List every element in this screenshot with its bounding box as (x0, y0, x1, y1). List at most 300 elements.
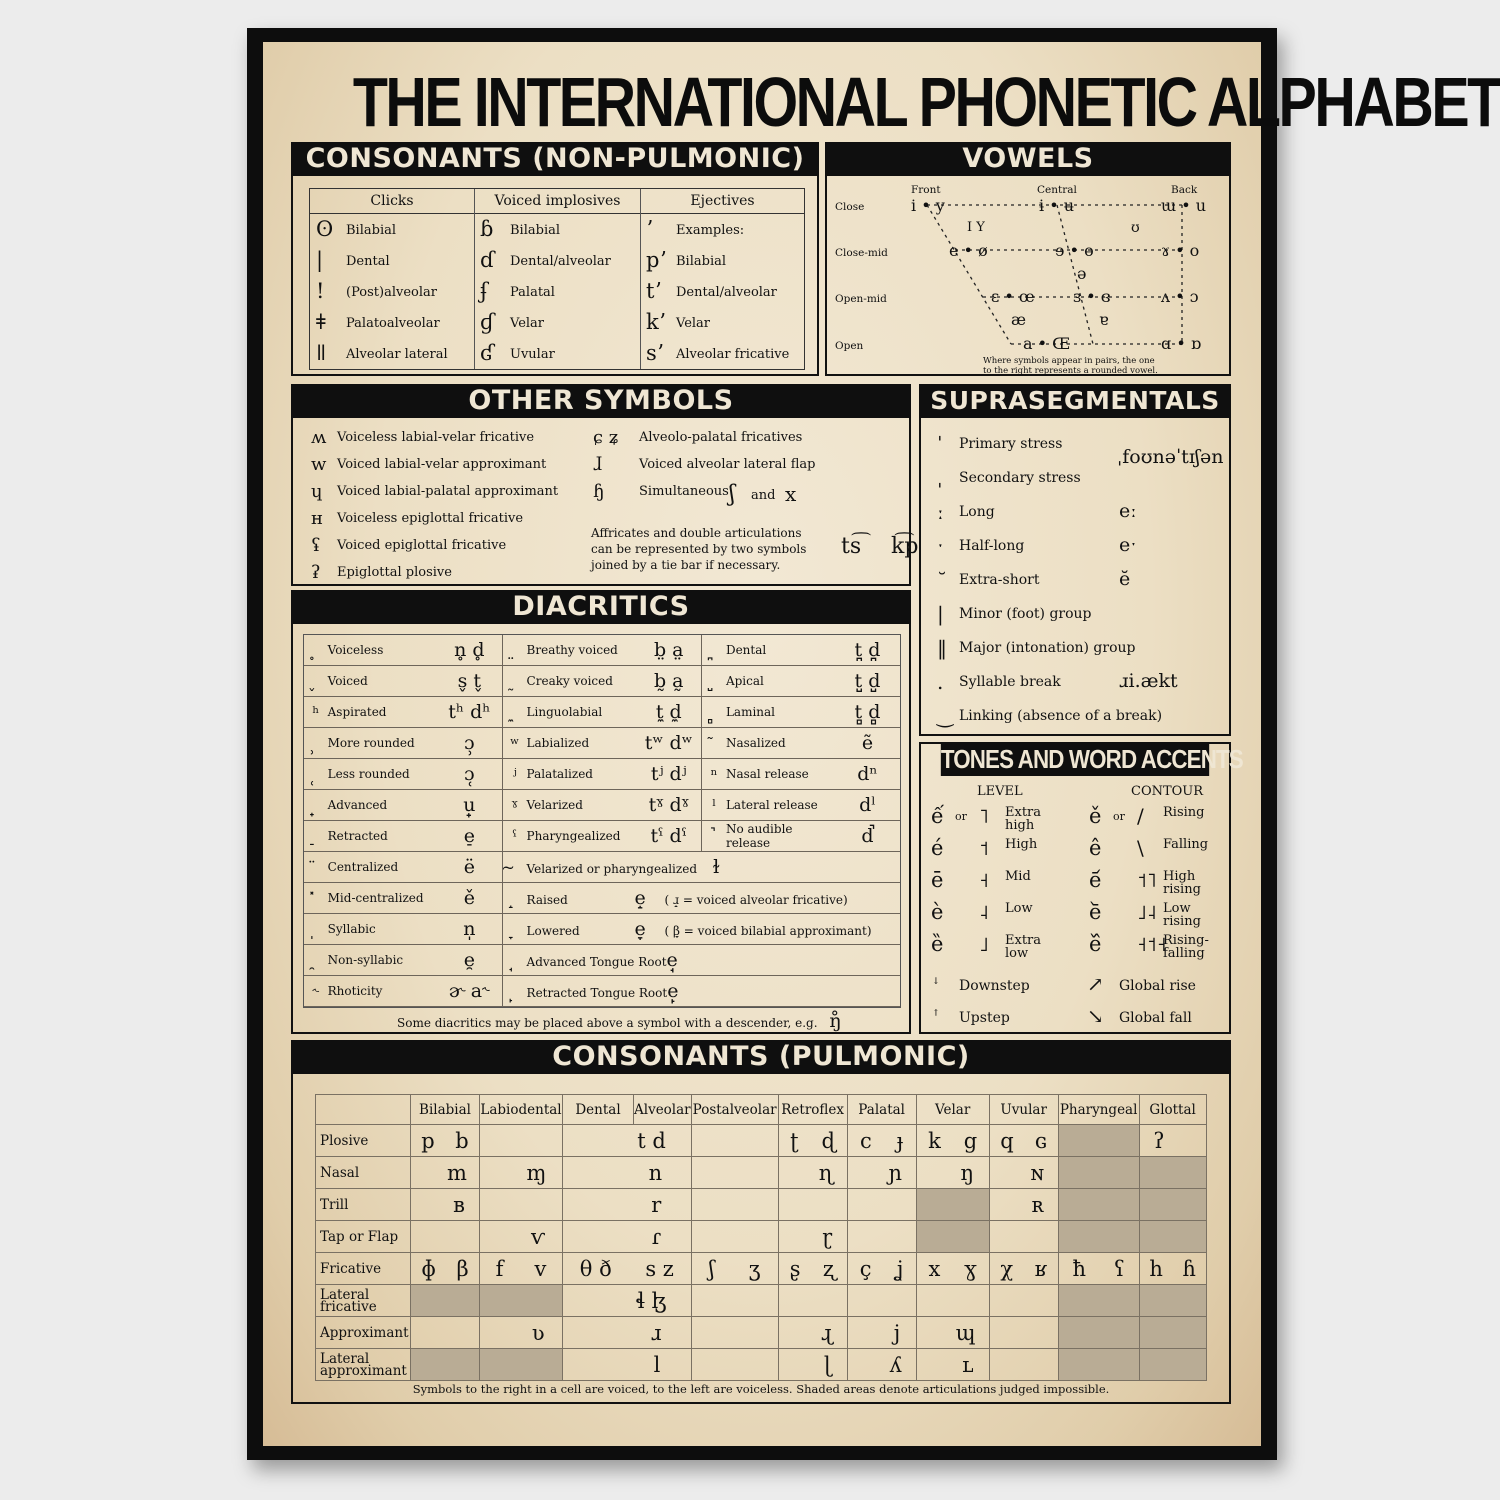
diacritic-mark (304, 852, 328, 883)
voiceless-symbol: ç (859, 1256, 872, 1281)
diacritic-name: Creaky voiced (527, 666, 637, 697)
voiced-symbol: ɹ (650, 1320, 662, 1345)
tone-label: High rising (1163, 869, 1201, 897)
tone-letter: ˥ (979, 804, 989, 828)
diacritic-mark (502, 914, 526, 945)
pulmonic-cell (989, 1157, 1058, 1189)
pulmonic-cell (847, 1125, 916, 1157)
diacritic-row (304, 790, 900, 821)
click-label: (Post)alveolar (346, 285, 437, 300)
click-symbol: ǂ (316, 310, 326, 334)
implosive-label: Palatal (510, 285, 555, 300)
pulmonic-cell (1139, 1285, 1206, 1317)
click-label: Palatoalveolar (346, 316, 440, 331)
diacritic-mark: ˤ (502, 821, 526, 852)
pulmonic-column-header: Uvular (989, 1095, 1058, 1125)
pulmonic-cell (989, 1253, 1058, 1285)
tone-symbol: e᷄ (1089, 868, 1102, 892)
diacritic-mark: ˡ (702, 790, 726, 821)
non-pulmonic-table (309, 188, 805, 370)
voiced-symbol: l (653, 1352, 661, 1377)
tone-label: Rising (1163, 805, 1205, 820)
voiced-symbol: ɻ (820, 1320, 833, 1345)
pulmonic-cell (411, 1125, 480, 1157)
pulmonic-column-header: Glottal (1139, 1095, 1206, 1125)
pulmonic-cell (691, 1189, 778, 1221)
pulmonic-corner (316, 1095, 411, 1125)
diacritic-name: Voiceless (328, 635, 437, 666)
pulmonic-cell (778, 1189, 847, 1221)
voiced-symbol: ʝ (895, 1256, 904, 1281)
supra-example: eˑ (1119, 534, 1137, 556)
non-pulmonic-panel (291, 142, 819, 376)
other-symbol-glyph: ɧ (593, 481, 605, 502)
diacritic-example: ë (437, 852, 503, 883)
pulmonic-cell-pair (480, 1225, 562, 1249)
diacritic-mark: ʲ (502, 759, 526, 790)
tone-letter: ˧˦˧ (1137, 932, 1167, 956)
vowels-note-line2: to the right represents a rounded vowel. (983, 366, 1158, 376)
tone-letter: / (1137, 804, 1144, 828)
diacritic-mark: ˞ (304, 976, 328, 1007)
affricate-note-3: joined by a tie bar if necessary. (591, 558, 781, 572)
simultaneous-sym-b: x (785, 482, 797, 506)
diacritic-row (304, 852, 900, 883)
pulmonic-cell-pair (848, 1161, 916, 1185)
other-symbol-label: Voiceless epiglottal fricative (337, 511, 524, 526)
other-symbol-glyph: ɥ (311, 481, 323, 502)
diacritic-example: tˤ dˤ (636, 821, 702, 852)
pulmonic-cell-pair (411, 1161, 479, 1185)
vowels-title: VOWELS (825, 142, 1231, 176)
voiced-symbol: ʐ (822, 1256, 836, 1281)
supra-label: Linking (absence of a break) (959, 708, 1163, 724)
diacritic-name: Velarized (527, 790, 637, 821)
pulmonic-cell (916, 1157, 989, 1189)
other-symbol-glyph: ɕ ʑ (593, 427, 619, 448)
vowel-col-front: Front (911, 184, 941, 196)
pulmonic-row (316, 1125, 1207, 1157)
diacritic-mark: ⁿ (702, 759, 726, 790)
diacritic-example: t̪ d̪ (835, 635, 900, 666)
pulmonic-row-label: Lateral fricative (316, 1285, 411, 1317)
tone-letter: ˩ (979, 932, 989, 956)
diacritic-row (304, 914, 900, 945)
tone-letter: ˦˥ (1137, 868, 1157, 892)
pulmonic-cell (411, 1157, 480, 1189)
diacritic-mark: ʷ (502, 728, 526, 759)
tone-symbol: è (931, 900, 944, 924)
voiced-symbol: m (447, 1160, 467, 1185)
diacritic-example: s̬ t̬ (437, 666, 503, 697)
other-symbol-label: Simultaneous (639, 484, 729, 499)
diacritic-row (304, 635, 900, 666)
pulmonic-cell (778, 1349, 847, 1381)
voiced-symbol: ɭ (823, 1352, 832, 1377)
pulmonic-row-label: Plosive (316, 1125, 411, 1157)
voiced-symbol: ʟ (962, 1352, 974, 1377)
supra-example: ɹi.ækt (1119, 670, 1178, 692)
voiced-symbol: b (455, 1128, 469, 1153)
other-symbol-glyph: ʡ (311, 562, 321, 583)
diacritic-mark (702, 821, 726, 852)
pulmonic-title: CONSONANTS (PULMONIC) (291, 1040, 1231, 1074)
pulmonic-cell (691, 1221, 778, 1253)
diacritics-title: DIACRITICS (291, 590, 911, 624)
upstep-label: Upstep (959, 1010, 1010, 1026)
diacritic-mark (502, 666, 526, 697)
diacritic-mark (502, 976, 526, 1007)
diacritic-mark (304, 821, 328, 852)
pulmonic-cell (691, 1157, 778, 1189)
pulmonic-cell (989, 1285, 1058, 1317)
pulmonic-row (316, 1157, 1207, 1189)
pulmonic-cell (1139, 1157, 1206, 1189)
pulmonic-cell (847, 1349, 916, 1381)
tone-label: Extra low (1005, 933, 1042, 961)
diacritic-name: Linguolabial (527, 697, 637, 728)
non-pulmonic-title: CONSONANTS (NON-PULMONIC) (291, 142, 819, 176)
click-label: Alveolar lateral (346, 347, 448, 362)
diacritic-row (304, 821, 900, 852)
pulmonic-cell (480, 1125, 563, 1157)
pulmonic-cell (916, 1125, 989, 1157)
diacritic-example: e̝ (634, 887, 646, 909)
vowels-note-line1: Where symbols appear in pairs, the one (983, 356, 1155, 366)
pulmonic-cell-pair (917, 1353, 989, 1377)
voiceless-symbol: ʃ (708, 1256, 715, 1281)
diacritic-mark (502, 635, 526, 666)
pulmonic-cell (411, 1189, 480, 1221)
pulmonic-cell (563, 1189, 692, 1221)
supra-example: ĕ (1119, 568, 1131, 590)
pulmonic-cell (411, 1253, 480, 1285)
pulmonic-cell-pair (848, 1129, 916, 1153)
supra-label: Syllable break (959, 674, 1061, 690)
diacritic-name: Apical (726, 666, 835, 697)
pulmonic-cell (989, 1221, 1058, 1253)
tone-symbol: e᷅ (1089, 900, 1102, 924)
pulmonic-footer: Symbols to the right in a cell are voiced, to the left are voiceless. Shaded areas denote articulations judged impossible. (412, 1382, 1110, 1396)
vowel-row-open: Open (835, 340, 864, 352)
tone-symbol: é (931, 836, 944, 860)
diacritic-wide-cell (527, 914, 900, 945)
diacritic-example: e̠ (437, 821, 503, 852)
voiceless-symbol: χ (1000, 1256, 1014, 1281)
supra-label: Minor (foot) group (959, 606, 1092, 622)
diacritic-name: Rhoticity (328, 976, 437, 1007)
diacritic-mark (304, 883, 328, 914)
voiceless-symbol: k (928, 1128, 941, 1153)
pulmonic-cell (691, 1317, 778, 1349)
poster (263, 42, 1500, 1446)
pulmonic-column-header: Alveolar (634, 1095, 692, 1125)
pulmonic-cell-pair (917, 1257, 989, 1281)
other-symbol-label: Epiglottal plosive (337, 565, 452, 580)
diacritic-name: No audible release (726, 821, 835, 852)
diacritic-example: b̰ a̰ (636, 666, 702, 697)
tie-bar-example-2: k͡p (891, 534, 919, 559)
diacritic-example: ɔ̜ (437, 759, 503, 790)
diacritics-footer (397, 1010, 842, 1032)
voiced-symbol: t d (637, 1128, 666, 1153)
vowel-close-back: ɯ • u (1161, 196, 1207, 215)
diacritic-name: Nasal release (726, 759, 835, 790)
diacritic-example: e̯ (437, 945, 503, 976)
voiceless-symbol: ʔ (1153, 1128, 1165, 1153)
voiced-symbol: ʕ (1113, 1256, 1125, 1281)
supra-label: Extra-short (959, 572, 1040, 588)
tones-title: TONES AND WORD ACCENTS (940, 744, 1243, 774)
pulmonic-column-header: Velar (916, 1095, 989, 1125)
diacritic-name: Lateral release (726, 790, 835, 821)
voiced-symbol: n (648, 1160, 663, 1185)
pulmonic-cell (778, 1221, 847, 1253)
pulmonic-row-label: Approximant (316, 1317, 411, 1349)
diacritic-mark (502, 883, 526, 914)
pulmonic-cell (480, 1253, 563, 1285)
tone-label: High (1005, 837, 1038, 852)
diacritic-mark (702, 728, 726, 759)
diacritic-example: tʷ dʷ (636, 728, 702, 759)
pulmonic-cell (916, 1189, 989, 1221)
diacritic-wide-cell (527, 976, 900, 1007)
pulmonic-column-header: Postalveolar (691, 1095, 778, 1125)
pulmonic-cell (989, 1189, 1058, 1221)
pulmonic-cell (480, 1317, 563, 1349)
pulmonic-cell-pair (411, 1257, 479, 1281)
pulmonic-cell (847, 1157, 916, 1189)
pulmonic-cell-pair (480, 1161, 562, 1185)
diacritic-note: ( β̞ = voiced bilabial approximant) (664, 924, 872, 938)
diacritic-name: Advanced (328, 790, 437, 821)
pulmonic-cell (480, 1221, 563, 1253)
affricate-note-1: Affricates and double articulations (591, 526, 802, 540)
click-symbol: ǁ (316, 341, 327, 365)
voiced-symbol: ⱱ (531, 1224, 545, 1249)
vowel-near-close-front: I Y (967, 220, 985, 235)
pulmonic-cell (563, 1285, 692, 1317)
voiced-symbol: ɖ (821, 1128, 836, 1153)
diacritic-name: Lowered (526, 924, 580, 938)
voiced-symbol: ʁ (1034, 1256, 1047, 1281)
pulmonic-cell (1058, 1317, 1139, 1349)
voiced-symbol: r (651, 1192, 662, 1217)
pulmonic-cell-pair (848, 1321, 916, 1345)
pulmonic-cell (916, 1349, 989, 1381)
voiceless-symbol: ħ (1072, 1256, 1086, 1281)
pulmonic-cell (916, 1253, 989, 1285)
pulmonic-cell (480, 1157, 563, 1189)
pulmonic-column-header: Retroflex (778, 1095, 847, 1125)
implosive-label: Dental/alveolar (510, 254, 611, 269)
upstep-mark: ꜛ (933, 1006, 939, 1025)
pulmonic-cell-pair (917, 1321, 989, 1345)
pulmonic-cell (847, 1253, 916, 1285)
ejectives-header: Ejectives (690, 193, 755, 209)
diacritic-name: Non-syllabic (328, 945, 437, 976)
pulmonic-cell (691, 1125, 778, 1157)
voiceless-symbol: ʂ (789, 1256, 801, 1281)
voiced-symbol: ʙ (453, 1192, 465, 1217)
diacritic-name: Labialized (527, 728, 637, 759)
pulmonic-cell-pair (779, 1321, 847, 1345)
diacritic-example: dˡ (835, 790, 900, 821)
click-symbol: ʘ (316, 217, 334, 241)
supra-mark: ˈ (937, 432, 943, 456)
pulmonic-cell-pair (563, 1321, 691, 1345)
voiceless-symbol: ɸ (421, 1256, 436, 1281)
voiced-symbol: ɣ (964, 1256, 977, 1281)
diacritic-mark (702, 697, 726, 728)
voiced-symbol: ɦ (1182, 1256, 1196, 1281)
pulmonic-cell-pair (779, 1129, 847, 1153)
voiceless-symbol: c (860, 1128, 872, 1153)
diacritic-mark (304, 635, 328, 666)
diacritic-name: Raised (526, 893, 568, 907)
diacritic-example: ɫ (712, 856, 720, 878)
diacritic-example: tˠ dˠ (636, 790, 702, 821)
pulmonic-row (316, 1189, 1207, 1221)
voiceless-symbol: f (495, 1256, 504, 1281)
global-fall-label: Global fall (1119, 1010, 1192, 1026)
other-symbol-label: Voiced labial-velar approximant (337, 457, 547, 472)
voiced-symbol: ʀ (1031, 1192, 1044, 1217)
diacritic-mark (304, 728, 328, 759)
pulmonic-cell (916, 1317, 989, 1349)
pulmonic-cell (1058, 1157, 1139, 1189)
pulmonic-cell (847, 1221, 916, 1253)
supra-mark: . (937, 670, 944, 694)
supra-example: eː (1119, 500, 1137, 522)
implosive-label: Velar (510, 316, 545, 331)
ejective-label: Bilabial (676, 254, 727, 269)
supra-label: Primary stress (959, 436, 1063, 452)
implosive-symbol: ɠ (480, 310, 495, 334)
voiceless-symbol: x (928, 1256, 941, 1281)
voiceless-symbol: q (1000, 1128, 1014, 1153)
diacritic-name: Pharyngealized (527, 821, 637, 852)
pulmonic-cell-pair (990, 1257, 1058, 1281)
pulmonic-cell (411, 1317, 480, 1349)
pulmonic-cell (563, 1317, 692, 1349)
ejective-symbol: kʼ (646, 310, 666, 334)
pulmonic-cell (1058, 1253, 1139, 1285)
simultaneous-and: and (751, 488, 776, 503)
vowel-col-back: Back (1171, 184, 1198, 196)
vowel-open-front: a • Œ (1023, 334, 1071, 353)
implosive-label: Bilabial (510, 223, 561, 238)
tone-label: Low rising (1163, 901, 1201, 929)
voiced-symbol: ɳ (818, 1160, 834, 1185)
pulmonic-cell-pair (779, 1353, 847, 1377)
pulmonic-cell-pair (480, 1321, 562, 1345)
diacritic-name: Voiced (328, 666, 437, 697)
implosive-symbol: ɓ (480, 217, 494, 241)
pulmonic-cell-pair (411, 1193, 479, 1217)
diacritic-mark (702, 635, 726, 666)
pulmonic-cell (1139, 1125, 1206, 1157)
implosive-symbol: ʛ (480, 341, 494, 365)
vowel-row-close-mid: Close-mid (835, 247, 888, 259)
pulmonic-panel (291, 1040, 1231, 1404)
pulmonic-cell-pair (563, 1129, 691, 1153)
tone-symbol: ȅ (931, 932, 944, 956)
voiced-symbol: ɲ (888, 1160, 902, 1185)
pulmonic-cell (691, 1285, 778, 1317)
voiced-symbol: ʎ (889, 1352, 902, 1377)
diacritic-row (304, 666, 900, 697)
vowel-near-open-front: æ (1011, 310, 1027, 329)
voiced-symbol: ɾ (651, 1224, 662, 1249)
click-label: Dental (346, 254, 390, 269)
suprasegmentals-panel (919, 384, 1231, 736)
tone-or: or (1113, 810, 1125, 823)
tone-symbol: ế (931, 804, 944, 828)
other-symbol-glyph: ʜ (311, 508, 323, 529)
ejective-label: Alveolar fricative (676, 347, 790, 362)
diacritic-mark (304, 790, 328, 821)
diacritic-note: ( ɹ̝ = voiced alveolar fricative) (664, 893, 848, 907)
tone-symbol: ê (1089, 836, 1102, 860)
voiceless-symbol: θ ð (579, 1256, 612, 1281)
pulmonic-cell-pair (990, 1161, 1058, 1185)
vowel-open-mid-back: ʌ • ɔ (1161, 287, 1199, 306)
pulmonic-cell (916, 1285, 989, 1317)
pulmonic-table (315, 1094, 1207, 1381)
implosive-label: Uvular (510, 347, 555, 362)
ejective-symbol: tʼ (646, 279, 662, 303)
other-symbol-label: Voiceless labial-velar fricative (337, 430, 535, 445)
diacritic-example: e̙ (667, 980, 679, 1002)
diacritic-example: tʲ dʲ (636, 759, 702, 790)
diacritic-example: u̟ (437, 790, 503, 821)
diacritic-name: Nasalized (726, 728, 835, 759)
click-symbol: ! (316, 279, 325, 303)
pulmonic-cell-pair (563, 1193, 691, 1217)
diacritic-name: Laminal (726, 697, 835, 728)
tone-letter: ˨ (979, 900, 989, 924)
pulmonic-cell (691, 1349, 778, 1381)
voiced-symbol: ɴ (1030, 1160, 1045, 1185)
voiced-symbol: ɟ (896, 1128, 904, 1153)
pulmonic-row (316, 1285, 1207, 1317)
diacritic-example: ẽ (835, 728, 900, 759)
diacritic-example: tʰ dʰ (437, 697, 503, 728)
diacritic-name: Aspirated (328, 697, 437, 728)
diacritic-name: Centralized (328, 852, 437, 883)
pulmonic-cell-pair (917, 1161, 989, 1185)
diacritic-example: ɚ a˞ (437, 976, 503, 1007)
poster-title: THE INTERNATIONAL PHONETIC ALPHABET (352, 63, 1500, 141)
vowel-row-close: Close (835, 201, 865, 213)
diacritic-mark (702, 666, 726, 697)
voiced-symbol: ɽ (822, 1224, 833, 1249)
global-rise-mark: ↗ (1087, 972, 1104, 996)
pulmonic-row-label: Tap or Flap (316, 1221, 411, 1253)
vowel-close-central: ɨ • ʉ (1039, 196, 1075, 215)
other-symbols-title: OTHER SYMBOLS (291, 384, 911, 418)
implosive-symbol: ʄ (480, 279, 488, 303)
pulmonic-column-header: Labiodental (480, 1095, 563, 1125)
contour-header: CONTOUR (1131, 784, 1204, 799)
ejective-label: Examples: (676, 223, 745, 238)
pulmonic-cell (916, 1221, 989, 1253)
pulmonic-cell (1139, 1253, 1206, 1285)
pulmonic-row (316, 1349, 1207, 1381)
ejective-symbol: sʼ (646, 341, 664, 365)
pulmonic-cell (1058, 1189, 1139, 1221)
